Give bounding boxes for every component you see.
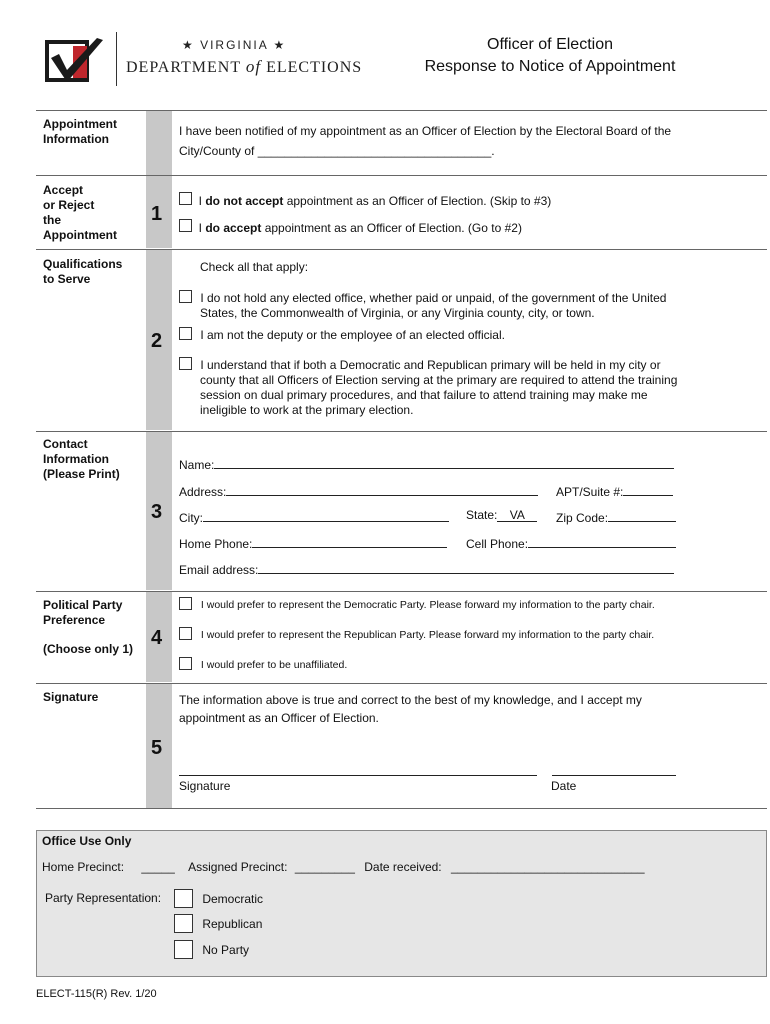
attestation-text: The information above is true and correct to the best of my knowledge, and I accept my appointment as an Officer of Election. (179, 693, 642, 725)
apt-field[interactable]: APT/Suite #: (556, 482, 673, 500)
city-field[interactable]: City: (179, 508, 449, 526)
department-name: DEPARTMENT of ELECTIONS (126, 57, 363, 76)
home-precinct-blank[interactable]: _____ (141, 860, 175, 874)
office-democratic-option[interactable]: Democratic (174, 889, 263, 908)
header-divider (116, 32, 117, 86)
rule (36, 249, 767, 250)
unaffiliated-option[interactable]: I would prefer to be unaffiliated. (179, 657, 347, 673)
rule (36, 110, 767, 111)
office-republican-option[interactable]: Republican (174, 914, 262, 933)
democratic-checkbox[interactable] (179, 597, 192, 610)
email-field[interactable]: Email address: (179, 560, 674, 578)
qualifications-label: Qualifications to Serve (43, 257, 123, 286)
rule (36, 683, 767, 684)
assigned-precinct-blank[interactable]: _________ (294, 860, 355, 874)
no-office-checkbox[interactable] (179, 290, 192, 303)
section-number-1: 1 (151, 203, 163, 225)
do-accept-option[interactable]: I do accept appointment as an Officer of Election. (Go to #2) (179, 219, 522, 236)
signature-caption: Signature (179, 779, 231, 793)
unaffiliated-checkbox[interactable] (179, 657, 192, 670)
department-logo (45, 38, 91, 84)
check-all-instruction: Check all that apply: (200, 260, 309, 274)
rule (36, 591, 767, 592)
qualification-not-deputy[interactable]: I am not the deputy or the employee of an elected official. (179, 327, 505, 343)
state-value: VA (497, 508, 537, 522)
form-id: ELECT-115(R) Rev. 1/20 (36, 988, 157, 1000)
rule (36, 175, 767, 176)
section-number-3: 3 (151, 501, 163, 523)
republican-checkbox[interactable] (179, 627, 192, 640)
office-no-party-checkbox[interactable] (174, 940, 193, 959)
accept-reject-label: Accept or Reject the Appointment (43, 183, 117, 242)
address-field[interactable]: Address: (179, 482, 538, 500)
contact-label: Contact Information (Please Print) (43, 437, 120, 481)
signature-line[interactable] (179, 762, 537, 776)
signature-section-label: Signature (43, 690, 99, 704)
date-received-blank[interactable]: _____________________________ (450, 860, 645, 874)
date-line[interactable] (552, 762, 676, 776)
do-not-accept-option[interactable]: I do not accept appointment as an Officer of Election. (Skip to #3) (179, 192, 551, 209)
zip-field[interactable]: Zip Code: (556, 508, 676, 526)
section-number-4: 4 (151, 627, 163, 649)
republican-option[interactable]: I would prefer to represent the Republican Party. Please forward my information to the party chair. (179, 627, 654, 643)
do-accept-checkbox[interactable] (179, 219, 192, 232)
section-number-2: 2 (151, 330, 163, 352)
democratic-option[interactable]: I would prefer to represent the Democratic Party. Please forward my information to the party chair. (179, 597, 655, 613)
do-not-accept-checkbox[interactable] (179, 192, 192, 205)
office-use-precinct-row: Home Precinct: _____ Assigned Precinct: _________ Date received: _____________________________ (42, 860, 645, 874)
office-republican-checkbox[interactable] (174, 914, 193, 933)
name-field[interactable]: Name: (179, 455, 674, 473)
party-representation-label: Party Representation: (45, 891, 162, 905)
state-field[interactable]: State: VA (466, 508, 537, 523)
not-deputy-checkbox[interactable] (179, 327, 192, 340)
form-title: Officer of Election (487, 36, 613, 53)
state-banner: ★ VIRGINIA ★ (182, 38, 287, 52)
appointment-label: Appointment Information (43, 117, 117, 146)
qualification-no-office[interactable]: I do not hold any elected office, whether paid or unpaid, of the government of the United States, the Commonwealth of Virginia, or any Virginia county, city, or town. (179, 290, 666, 321)
gutter-appointment (146, 111, 172, 175)
training-checkbox[interactable] (179, 357, 192, 370)
rule (36, 431, 767, 432)
rule (36, 808, 767, 809)
party-preference-label: Political Party Preference (Choose only 1) (43, 598, 134, 656)
office-no-party-option[interactable]: No Party (174, 940, 249, 959)
appointment-text: I have been notified of my appointment as an Officer of Election by the Electoral Board of the City/County of ___________________________________. (179, 124, 672, 158)
section-number-5: 5 (151, 737, 163, 759)
home-phone-field[interactable]: Home Phone: (179, 534, 447, 552)
cell-phone-field[interactable]: Cell Phone: (466, 534, 676, 552)
office-use-heading: Office Use Only (42, 834, 132, 848)
qualification-training[interactable]: I understand that if both a Democratic and Republican primary will be held in my city or county that all Officers of Election serving at the primary are required to attend the training session on dual primary procedures, and that failure to attend training may make me ineligible to work at the primary election. (179, 357, 677, 418)
office-democratic-checkbox[interactable] (174, 889, 193, 908)
form-subtitle: Response to Notice of Appointment (424, 58, 676, 75)
date-caption: Date (551, 779, 577, 793)
